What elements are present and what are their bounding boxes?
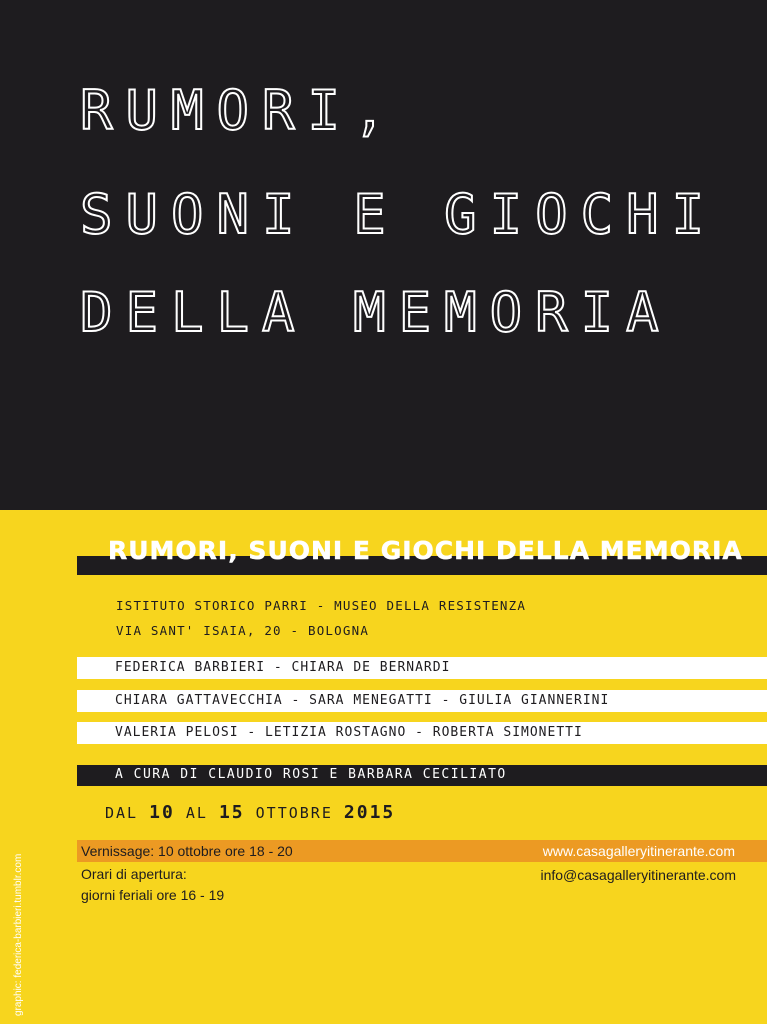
artist-names: CHIARA GATTAVECCHIA - SARA MENEGATTI - GIULIA GIANNERINI: [115, 693, 610, 708]
curator-band: [77, 765, 767, 786]
email-link[interactable]: info@casagalleryitinerante.com: [540, 867, 736, 883]
artist-row: [77, 657, 767, 679]
dot-matrix-title-line-1: RUMORI,: [80, 79, 399, 142]
opening-hours-label: Orari di apertura:: [81, 866, 187, 882]
artist-row: [77, 722, 767, 744]
event-title: RUMORI, SUONI E GIOCHI DELLA MEMORIA: [108, 536, 743, 565]
event-dates: [105, 802, 395, 823]
dates-year: 2015: [343, 802, 396, 823]
dates-start: 10: [149, 802, 175, 823]
dates-month: OTTOBRE: [255, 804, 333, 822]
dot-matrix-title-line-2: SUONI E GIOCHI: [80, 183, 718, 246]
dates-end: 15: [218, 802, 245, 823]
artist-names: VALERIA PELOSI - LETIZIA ROSTAGNO - ROBERTA SIMONETTI: [115, 725, 583, 740]
venue-address: VIA SANT' ISAIA, 20 - BOLOGNA: [116, 623, 370, 638]
dot-matrix-title-line-3: DELLA MEMORIA: [80, 281, 672, 344]
website-link[interactable]: www.casagalleryitinerante.com: [542, 843, 735, 859]
header-panel: [0, 0, 767, 510]
artist-names: FEDERICA BARBIERI - CHIARA DE BERNARDI: [115, 660, 451, 675]
graphic-credit: graphic: federica-barbieri.tumblr.com: [13, 853, 24, 1016]
dates-dal: DAL: [105, 804, 139, 822]
opening-hours: giorni feriali ore 16 - 19: [81, 887, 225, 903]
dates-al: AL: [185, 804, 208, 822]
venue-name: ISTITUTO STORICO PARRI - MUSEO DELLA RESISTENZA: [116, 598, 527, 613]
curator-text: A CURA DI CLAUDIO ROSI E BARBARA CECILIATO: [115, 767, 507, 782]
vernissage-text: Vernissage: 10 ottobre ore 18 - 20: [81, 843, 293, 859]
artist-row: [77, 690, 767, 712]
